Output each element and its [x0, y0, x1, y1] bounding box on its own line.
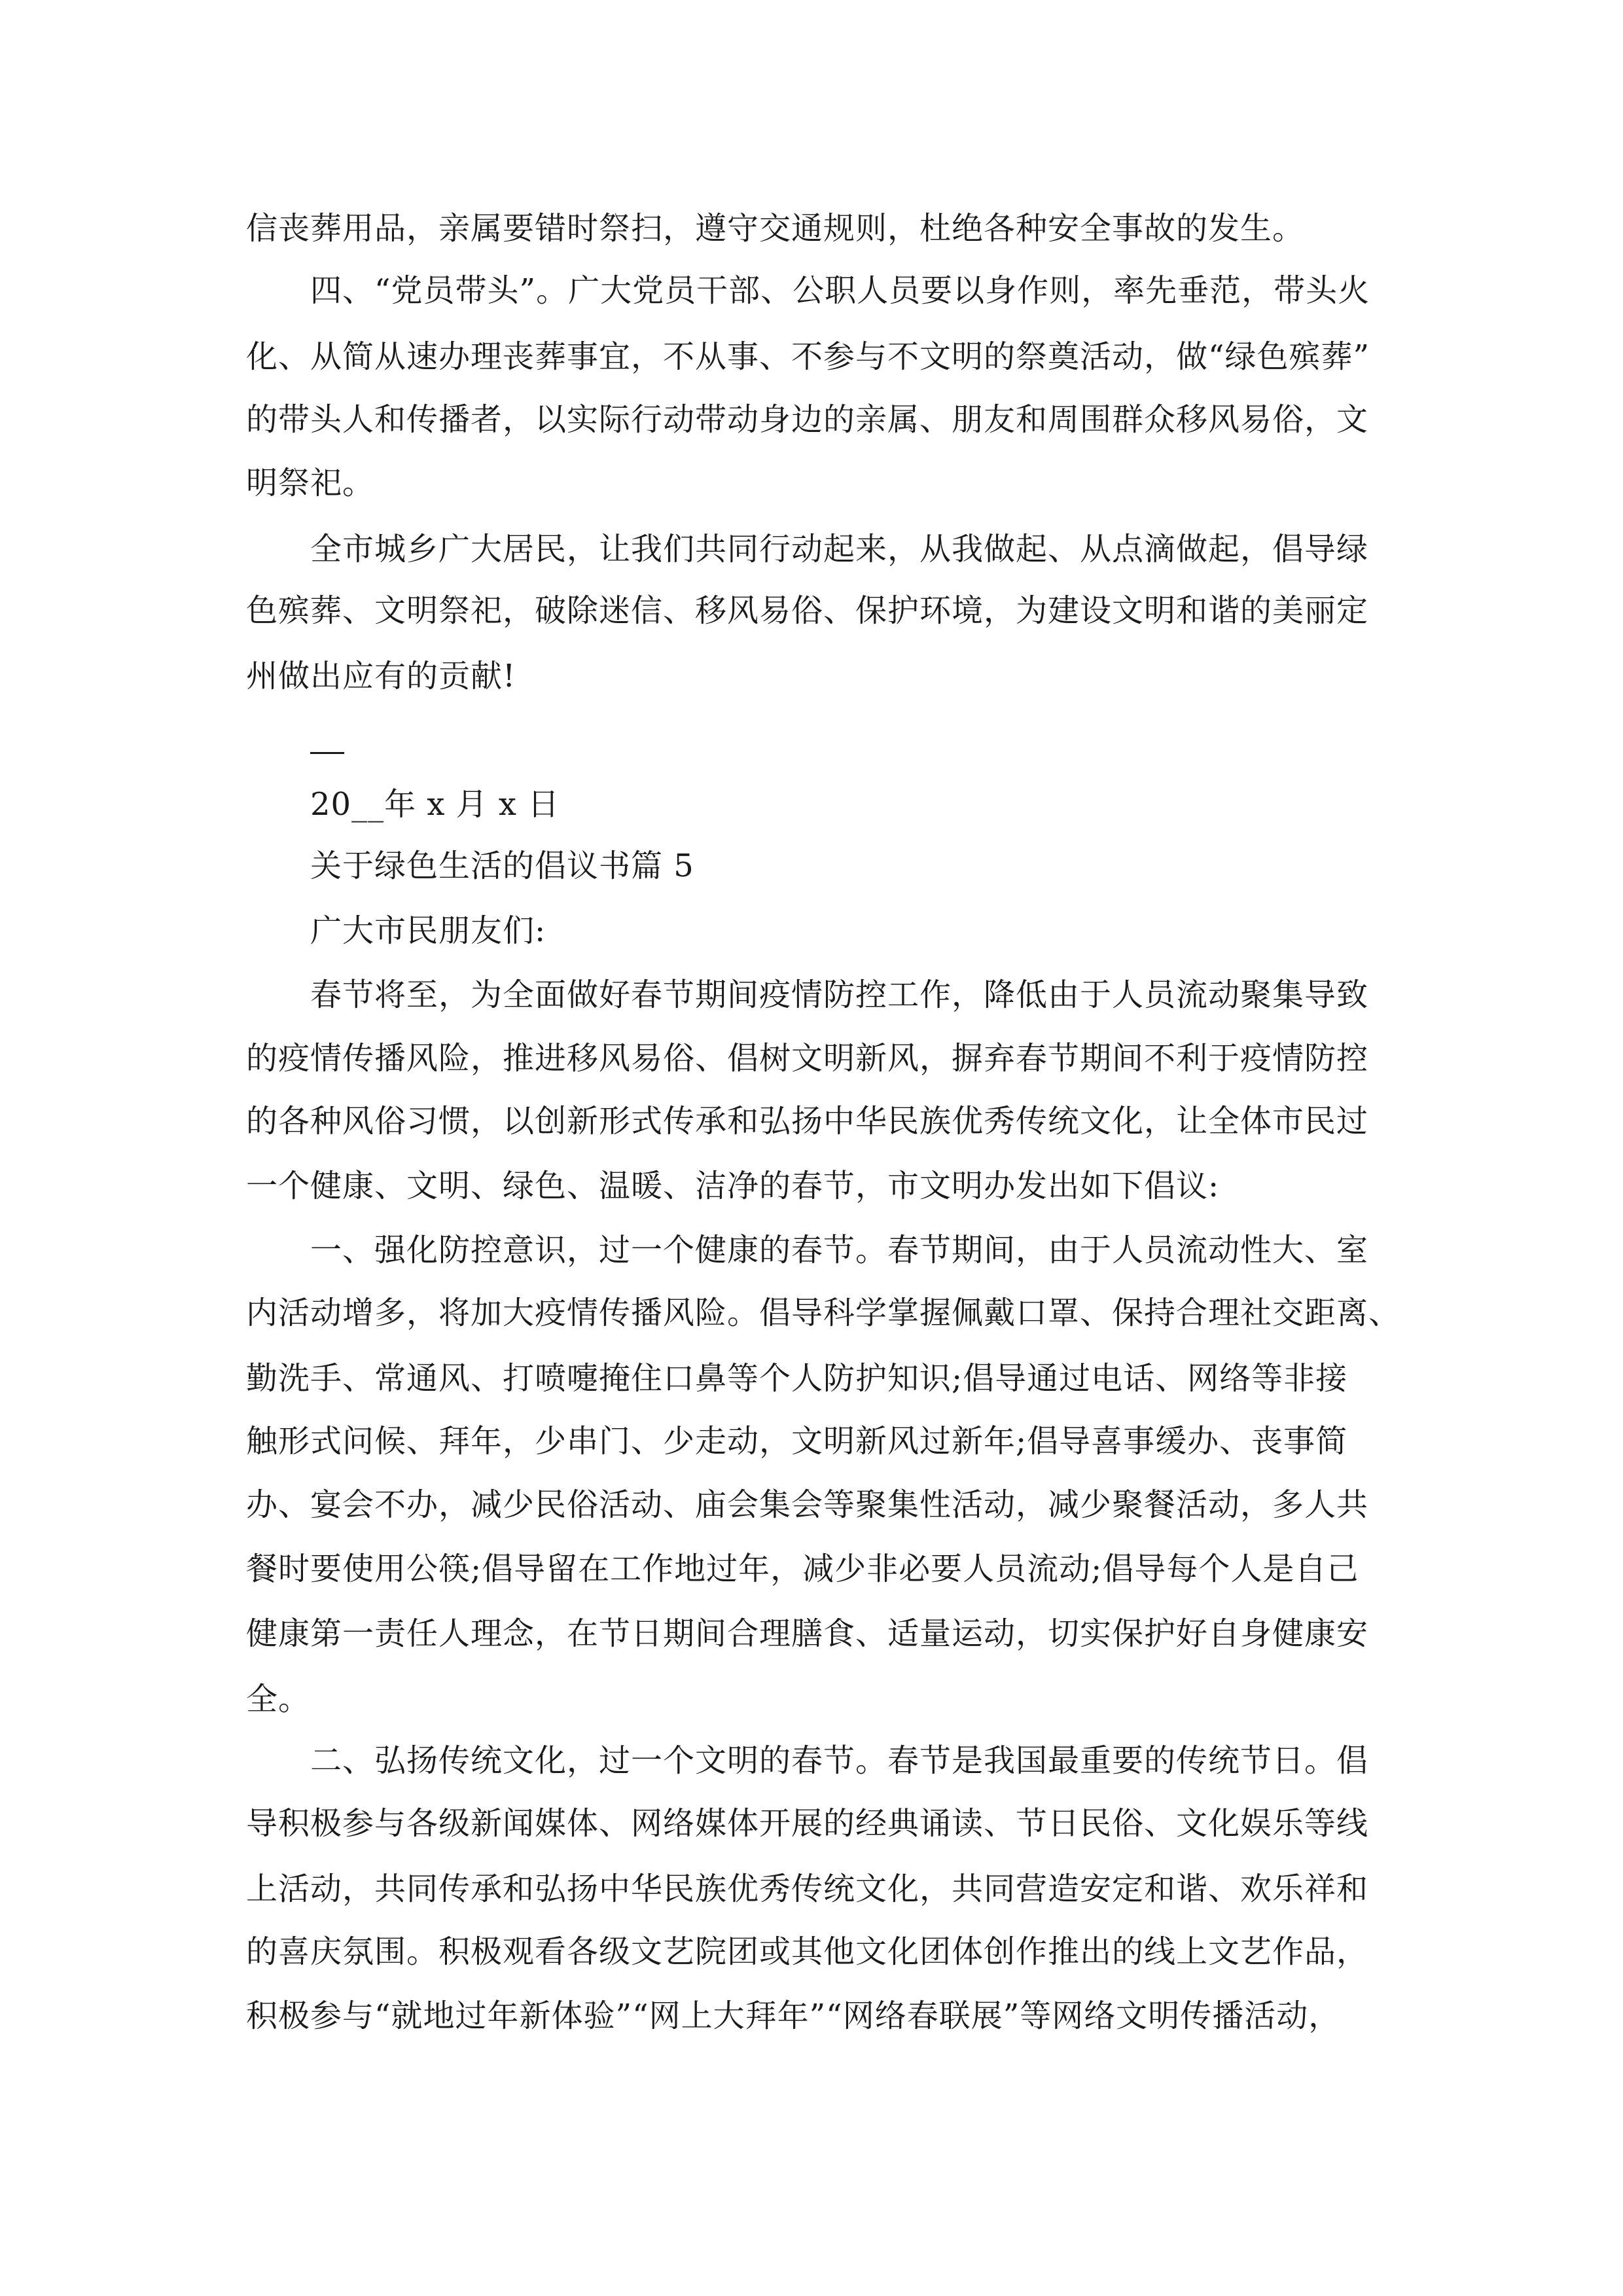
text-line: 积极参与“就地过年新体验”“网上大拜年”“网络春联展”等网络文明传播活动， — [246, 1998, 1341, 2034]
text-line: 春节将至，为全面做好春节期间疫情防控工作，降低由于人员流动聚集导致 — [310, 977, 1369, 1013]
text-line: 明祭祀。 — [246, 465, 375, 501]
section-title: 关于绿色生活的倡议书篇 5 — [310, 848, 694, 884]
text-line: 勤洗手、常通风、打喷嚏掩住口鼻等个人防护知识;倡导通过电话、网络等非接 — [246, 1360, 1348, 1397]
text-line: 的各种风俗习惯，以创新形式传承和弘扬中华民族优秀传统文化，让全体市民过 — [246, 1103, 1369, 1139]
text-line: 全。 — [246, 1681, 311, 1717]
text-line: 化、从简从速办理丧葬事宜，不从事、不参与不文明的祭奠活动，做“绿色殡葬” — [246, 338, 1370, 375]
text-line: 健康第一责任人理念，在节日期间合理膳食、适量运动，切实保护好自身健康安 — [246, 1615, 1369, 1652]
text-line: 一个健康、文明、绿色、温暖、洁净的春节，市文明办发出如下倡议: — [246, 1168, 1220, 1204]
text-line: 的喜庆氛围。积极观看各级文艺院团或其他文化团体创作推出的线上文艺作品， — [246, 1933, 1369, 1970]
text-line: 餐时要使用公筷;倡导留在工作地过年，减少非必要人员流动;倡导每个人是自己 — [246, 1551, 1359, 1587]
text-line: 的疫情传播风险，推进移风易俗、倡树文明新风，摒弃春节期间不利于疫情防控 — [246, 1040, 1369, 1077]
text-line: 的带头人和传播者，以实际行动带动身边的亲属、朋友和周围群众移风易俗，文 — [246, 401, 1369, 438]
text-line: 四、“党员带头”。广大党员干部、公职人员要以身作则，率先垂范，带头火 — [310, 272, 1370, 309]
salutation: 广大市民朋友们: — [310, 912, 546, 949]
text-line: 触形式问候、拜年，少串门、少走动，文明新风过新年;倡导喜事缓办、丧事简 — [246, 1423, 1348, 1460]
date-line: 20__年 x 月 x 日 — [310, 786, 560, 823]
text-line: 内活动增多，将加大疫情传播风险。倡导科学掌握佩戴口罩、保持合理社交距离、 — [246, 1295, 1401, 1331]
text-line: 二、弘扬传统文化，过一个文明的春节。春节是我国最重要的传统节日。倡 — [310, 1742, 1369, 1779]
text-line: 上活动，共同传承和弘扬中华民族优秀传统文化，共同营造安定和谐、欢乐祥和 — [246, 1871, 1369, 1907]
text-line: 办、宴会不办，减少民俗活动、庙会集会等聚集性活动，减少聚餐活动，多人共 — [246, 1486, 1369, 1523]
text-line: 州做出应有的贡献! — [246, 658, 516, 694]
signature-line — [310, 752, 344, 754]
text-line: 导积极参与各级新闻媒体、网络媒体开展的经典诵读、节日民俗、文化娱乐等线 — [246, 1805, 1369, 1842]
text-line: 一、强化防控意识，过一个健康的春节。春节期间，由于人员流动性大、室 — [310, 1232, 1369, 1268]
text-line: 全市城乡广大居民，让我们共同行动起来，从我做起、从点滴做起，倡导绿 — [310, 531, 1369, 567]
text-line: 色殡葬、文明祭祀，破除迷信、移风易俗、保护环境，为建设文明和谐的美丽定 — [246, 592, 1369, 629]
text-line: 信丧葬用品，亲属要错时祭扫，遵守交通规则，杜绝各种安全事故的发生。 — [246, 210, 1305, 247]
